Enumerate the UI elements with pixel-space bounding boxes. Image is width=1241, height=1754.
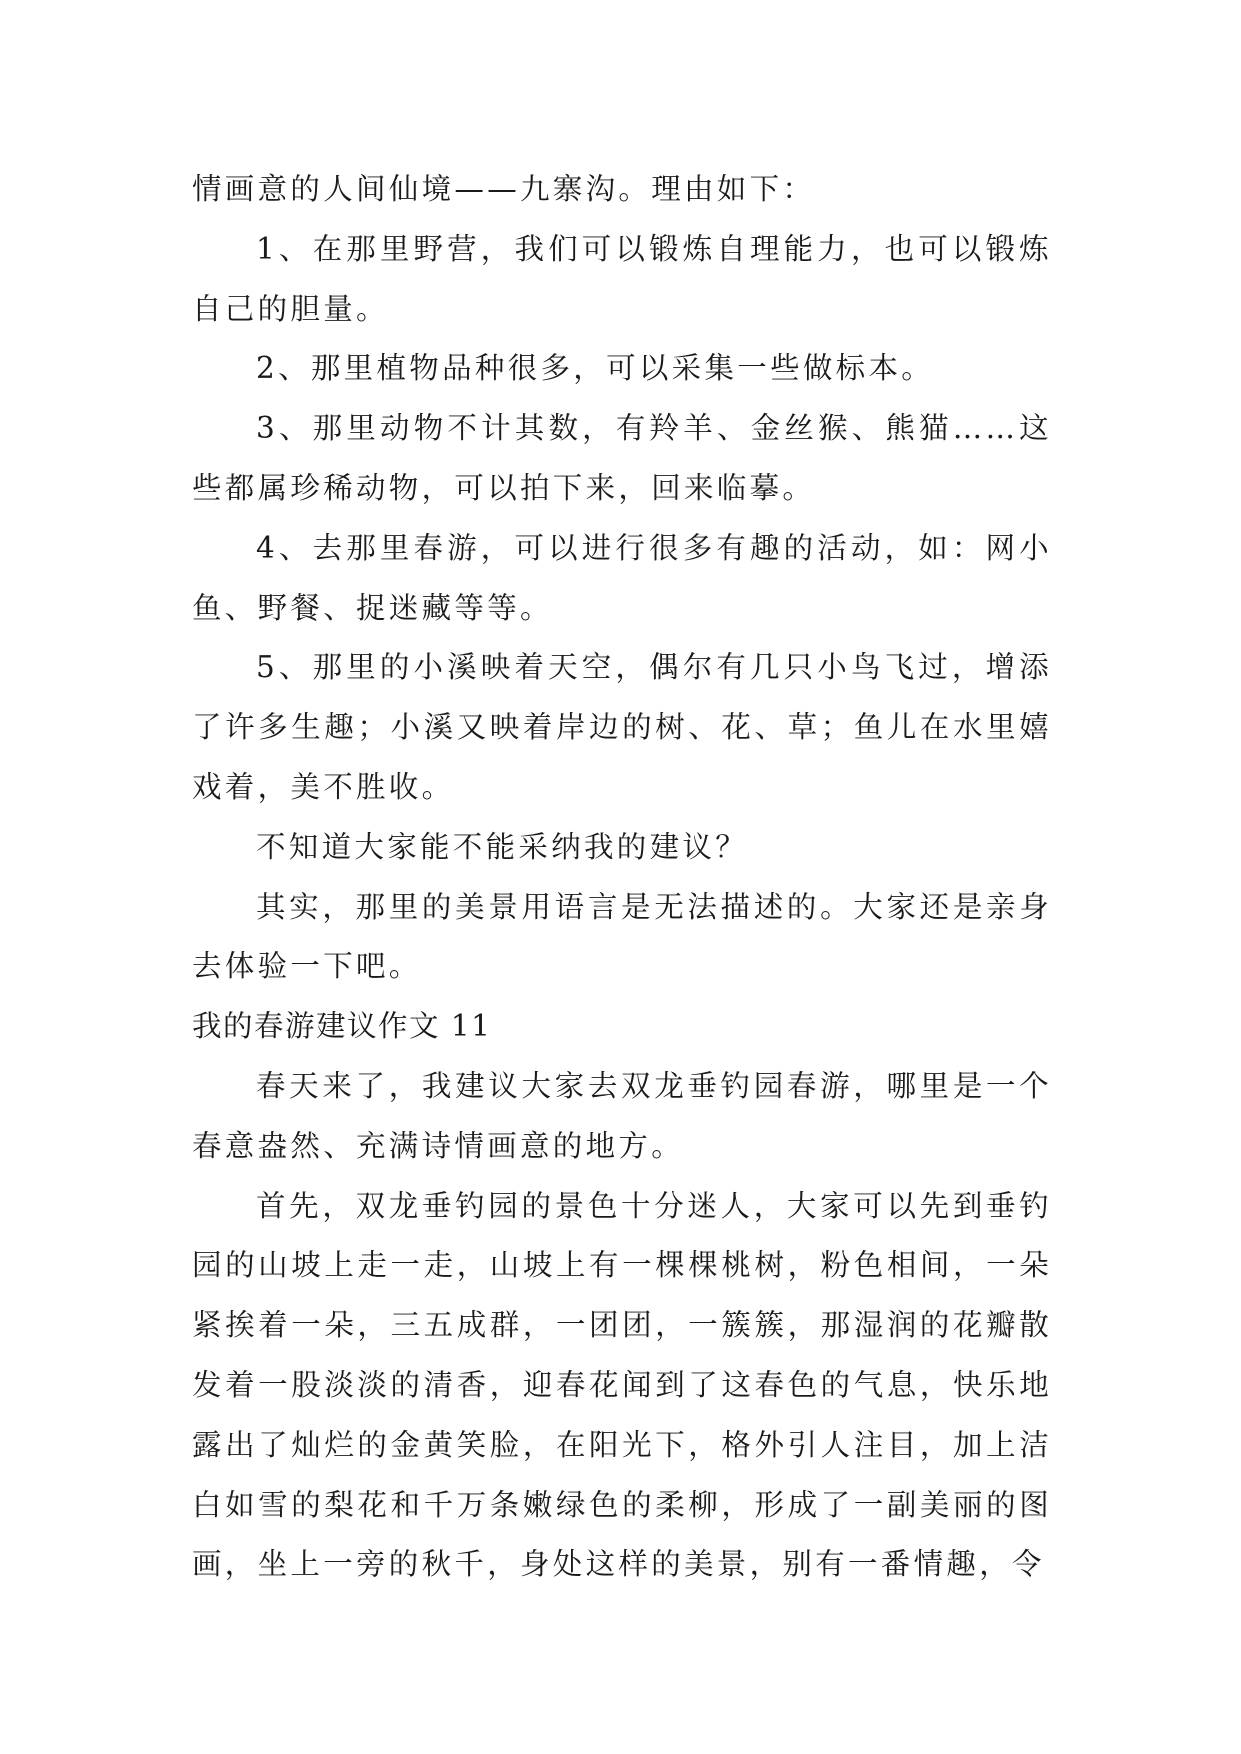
paragraph-question: 不知道大家能不能采纳我的建议？: [256, 829, 749, 864]
paragraph-reason-5: 5、那里的小溪映着天空，偶尔有几只小鸟飞过，增添了许多生趣；小溪又映着岸边的树、花、草；鱼儿在水里嬉戏着，美不胜收。: [192, 650, 1052, 804]
paragraph-reason-3: 3、那里动物不计其数，有羚羊、金丝猴、熊猫……这些都属珍稀动物，可以拍下来，回来临摹。: [192, 411, 1052, 505]
section-paragraph-intro: 春天来了，我建议大家去双龙垂钓园春游，哪里是一个春意盎然、充满诗情画意的地方。: [192, 1068, 1052, 1163]
paragraph-conclusion: 其实，那里的美景用语言是无法描述的。大家还是亲身去体验一下吧。: [192, 889, 1052, 984]
paragraph-reason-4: 4、去那里春游，可以进行很多有趣的活动，如：网小鱼、野餐、捉迷藏等等。: [192, 530, 1052, 625]
paragraph-continued: 情画意的人间仙境——九寨沟。理由如下：: [192, 172, 816, 206]
paragraph-reason-2: 2、那里植物品种很多，可以采集一些做标本。: [256, 351, 935, 386]
section-title: 我的春游建议作文 11: [192, 1009, 492, 1044]
document-body: [192, 160, 1052, 1595]
paragraph-reason-1: 1、在那里野营，我们可以锻炼自理能力，也可以锻炼自己的胆量。: [192, 231, 1052, 326]
section-paragraph-scenery: 首先，双龙垂钓园的景色十分迷人，大家可以先到垂钓园的山坡上走一走，山坡上有一棵棵桃树，粉色相间，一朵紧挨着一朵，三五成群，一团团，一簇簇，那湿润的花瓣散发着一股淡淡的清香，迎春花闻到了这春色的气息，快乐地露出了灿烂的金黄笑脸，在阳光下，格外引人注目，加上洁白如雪的梨花和千万条嫩绿色的柔柳，形成了一副美丽的图画，坐上一旁的秋千，身处这样的美景，别有一番情趣，令: [192, 1188, 1052, 1582]
